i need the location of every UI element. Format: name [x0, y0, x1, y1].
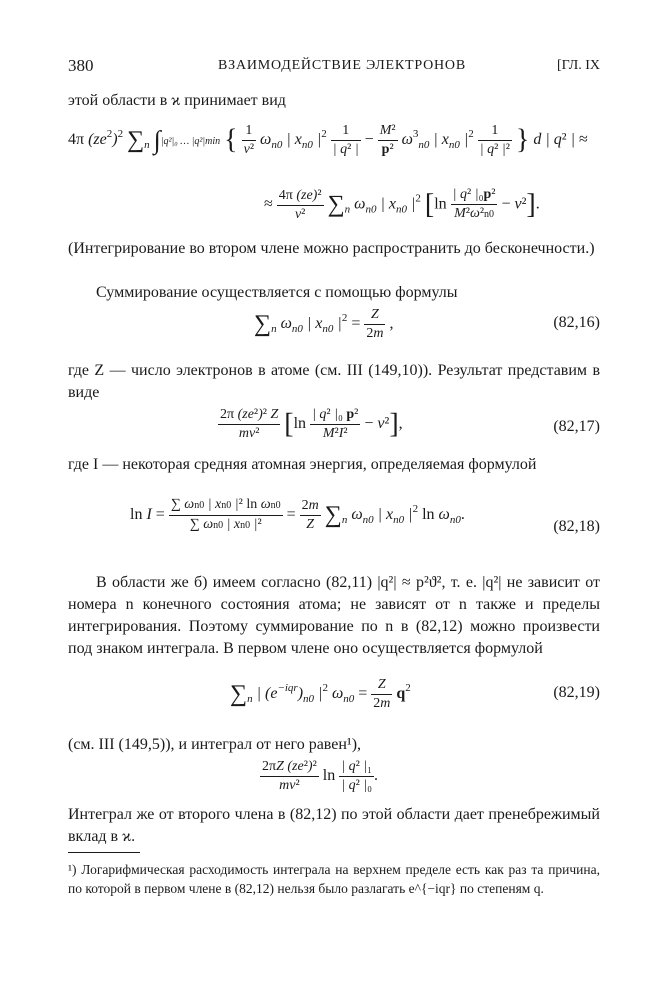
equation-integral-line2: ≈ $\frac{\text{4π (ze)²}}{\text{v²}}$ $\sum_n$ $\omega_{n0}$ | $x_{n0}$ $|^2$ [ln $\frac{\text{| q² |₀p²}}{\text{M²ω²n0}}$ − v²].	[264, 187, 540, 222]
running-title: ВЗАИМОДЕЙСТВИЕ ЭЛЕКТРОНОВ	[218, 58, 466, 73]
equation-integral-line1: 4π $(ze^2)^2$ $\sum_n$ ∫|q²|₀ … |q²|min { $\frac{1}{\text{v²}}$ $\omega_{n0}$ | $x_{n0}$ $|^2$ $\frac{1}{\text{| q² |}}$ − $\frac{\text{M²}}{\text{p²}}$ $\omega^3_{n0}$ | $x_{n0}$ $|^2$ $\frac{1}{\text{| q² |²}}$ } d | q² | ≈	[68, 123, 588, 157]
equation-number-82-17: (82,17)	[553, 418, 600, 435]
equation-number-82-16: (82,16)	[553, 314, 600, 331]
paragraph-1: этой области в ϰ принимает вид	[68, 92, 286, 109]
paragraph-2: (Интегрирование во втором члене можно распространить до бесконечности.)	[68, 240, 595, 257]
chapter-label: [ГЛ. IX	[557, 58, 600, 73]
footnote-divider	[68, 852, 140, 853]
equation-mean-energy: ln I = $\frac{\text{∑ ωn0 | xn0 |² ln ωn0}}{\text{∑ ωn0 | xn0 |²}}$ = $\frac{2m}{Z}$ $\sum_n$ $\omega_{n0}$ | $x_{n0}$ $|^2$ $\ln \omega_{n0}$.	[130, 497, 465, 532]
paragraph-5: где I — некоторая средняя атомная энергия, определяемая формулой	[68, 456, 537, 473]
paragraph-6: В области же б) имеем согласно (82,11) |q²| ≈ p²ϑ², т. е. |q²| не зависит от номера n конечного состояния атома; не зависят от n также и пределы интегрирования. Поэтому суммирование по n в (82,12) можно произвести под знаком интеграла. В первом члене оно осуществляется формулой	[68, 574, 601, 657]
footnote: ¹) Логарифмическая расходимость интеграла на верхнем пределе есть как раз та причина, по которой в первом члене в (82,12) нельзя было разлагать e^{−iqr} по степеням q.	[68, 862, 600, 896]
paragraph-4: где Z — число электронов в атоме (см. III (149,10)). Результат представим в виде	[68, 362, 600, 401]
page-number: 380	[68, 56, 94, 75]
equation-number-82-19: (82,19)	[553, 684, 600, 701]
paragraph-8: Интеграл же от второго члена в (82,12) по этой области дает пренебрежимый вклад в ϰ.	[68, 806, 600, 845]
paragraph-3: Суммирование осуществляется с помощью формулы	[96, 284, 458, 301]
equation-sum-rule: $\sum_n$ $\omega_{n0}$ | $x_{n0}$ $|^2$ = $\frac{Z}{2m}$ ,	[254, 307, 394, 341]
equation-sum-exponent: $\sum_n$ | $(e^{-iqr})_{n0}$ $|^2$ $\omega_{n0}$ = $\frac{Z}{2m}$ $q^2$	[230, 677, 411, 711]
equation-number-82-18: (82,18)	[553, 518, 600, 535]
equation-result: $\frac{\text{2π (ze²)² Z}}{\text{mv²}}$ [ln $\frac{\text{| q² |₀ p²}}{\text{M²I²}}$ − v²],	[220, 407, 403, 441]
equation-integral-value: $\frac{\text{2πZ (ze²)²}}{\text{mv²}}$ ln $\frac{\text{| q² |₁}}{\text{| q² |₀}}$ .	[262, 759, 379, 793]
paragraph-7: (см. III (149,5)), и интеграл от него равен¹),	[68, 736, 362, 753]
